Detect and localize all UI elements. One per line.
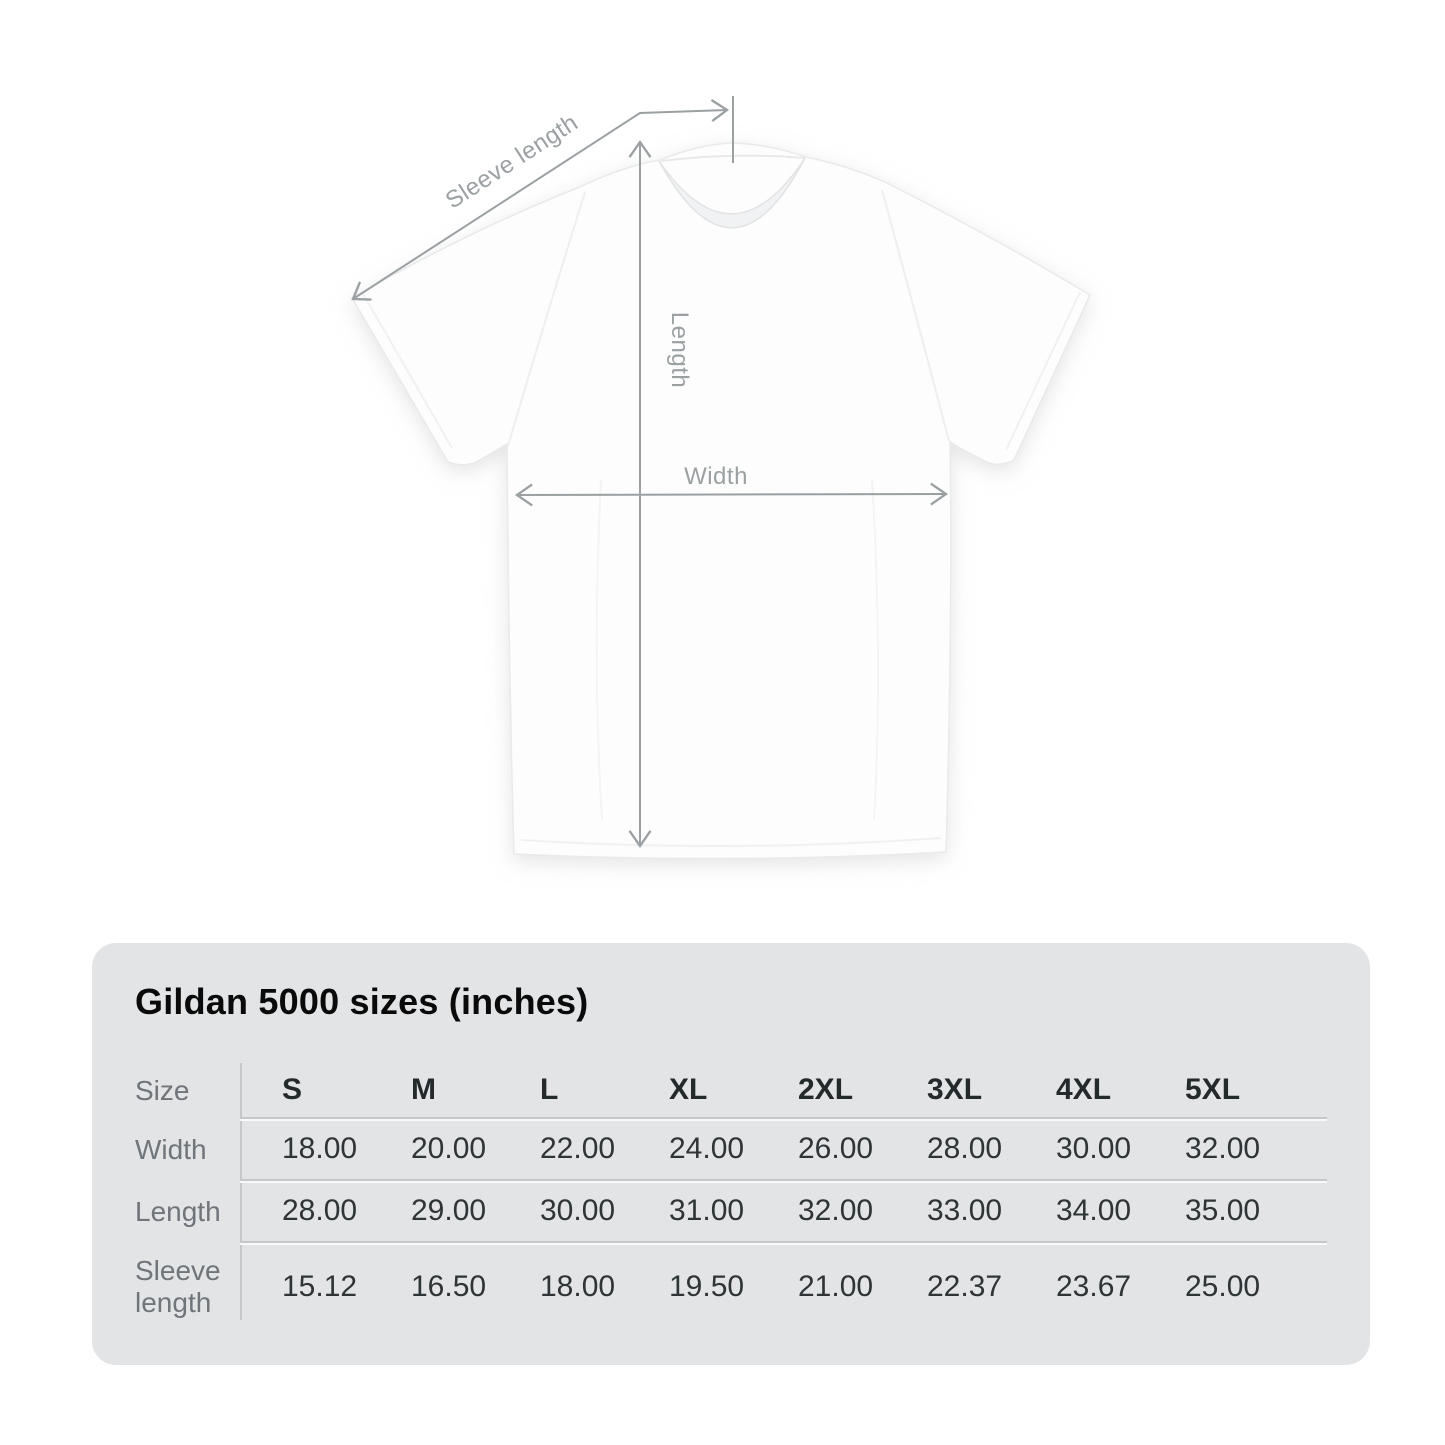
- size-chart-title: Gildan 5000 sizes (inches): [135, 981, 589, 1022]
- table-cell: 30.00: [1056, 1132, 1132, 1165]
- table-cell: 16.50: [411, 1270, 487, 1303]
- table-cell: 15.12: [282, 1270, 358, 1303]
- table-header-row: [135, 1063, 1327, 1119]
- table-cell: 19.50: [669, 1270, 745, 1303]
- table-cell: 32.00: [1185, 1132, 1261, 1165]
- column-header: 5XL: [1185, 1073, 1241, 1106]
- row-label: Width: [135, 1133, 207, 1165]
- table-cell: 35.00: [1185, 1194, 1261, 1227]
- width-label: Width: [684, 463, 748, 490]
- table-cell: 22.37: [927, 1270, 1003, 1303]
- table-cell: 33.00: [927, 1194, 1003, 1227]
- tshirt-photo: [352, 143, 1090, 859]
- table-cell: 22.00: [540, 1132, 616, 1165]
- column-header: XL: [669, 1073, 708, 1106]
- table-cell: 23.67: [1056, 1270, 1132, 1303]
- table-cell: 26.00: [798, 1132, 874, 1165]
- row-label: Sleeve length: [135, 1254, 221, 1318]
- table-cell: 29.00: [411, 1194, 487, 1227]
- table-cell: 21.00: [798, 1270, 874, 1303]
- column-header: S: [282, 1073, 303, 1106]
- table-cell: 34.00: [1056, 1194, 1132, 1227]
- table-cell: 28.00: [282, 1194, 358, 1227]
- length-label: Length: [666, 311, 693, 389]
- width-arrow: [517, 494, 946, 495]
- table-cell: 24.00: [669, 1132, 745, 1165]
- sleeve-length-label: Sleeve length: [440, 109, 583, 215]
- table-cell: 30.00: [540, 1194, 616, 1227]
- column-header: M: [411, 1073, 436, 1106]
- size-chart-card: [92, 943, 1370, 1365]
- column-header: 3XL: [927, 1073, 983, 1106]
- column-header: L: [540, 1073, 559, 1106]
- table-row-length: [135, 1181, 1327, 1243]
- column-header: 2XL: [798, 1073, 854, 1106]
- column-header: 4XL: [1056, 1073, 1112, 1106]
- table-row-sleeve-length: [135, 1243, 1327, 1331]
- table-cell: 32.00: [798, 1194, 874, 1227]
- table-cell: 18.00: [540, 1270, 616, 1303]
- table-cell: 31.00: [669, 1194, 745, 1227]
- table-cell: 20.00: [411, 1132, 487, 1165]
- table-cell: 25.00: [1185, 1270, 1261, 1303]
- size-table: [135, 1063, 1327, 1331]
- corner-label: Size: [135, 1074, 190, 1106]
- table-cell: 18.00: [282, 1132, 358, 1165]
- table-row-width: [135, 1119, 1327, 1181]
- table-cell: 28.00: [927, 1132, 1003, 1165]
- row-label: Length: [135, 1195, 221, 1227]
